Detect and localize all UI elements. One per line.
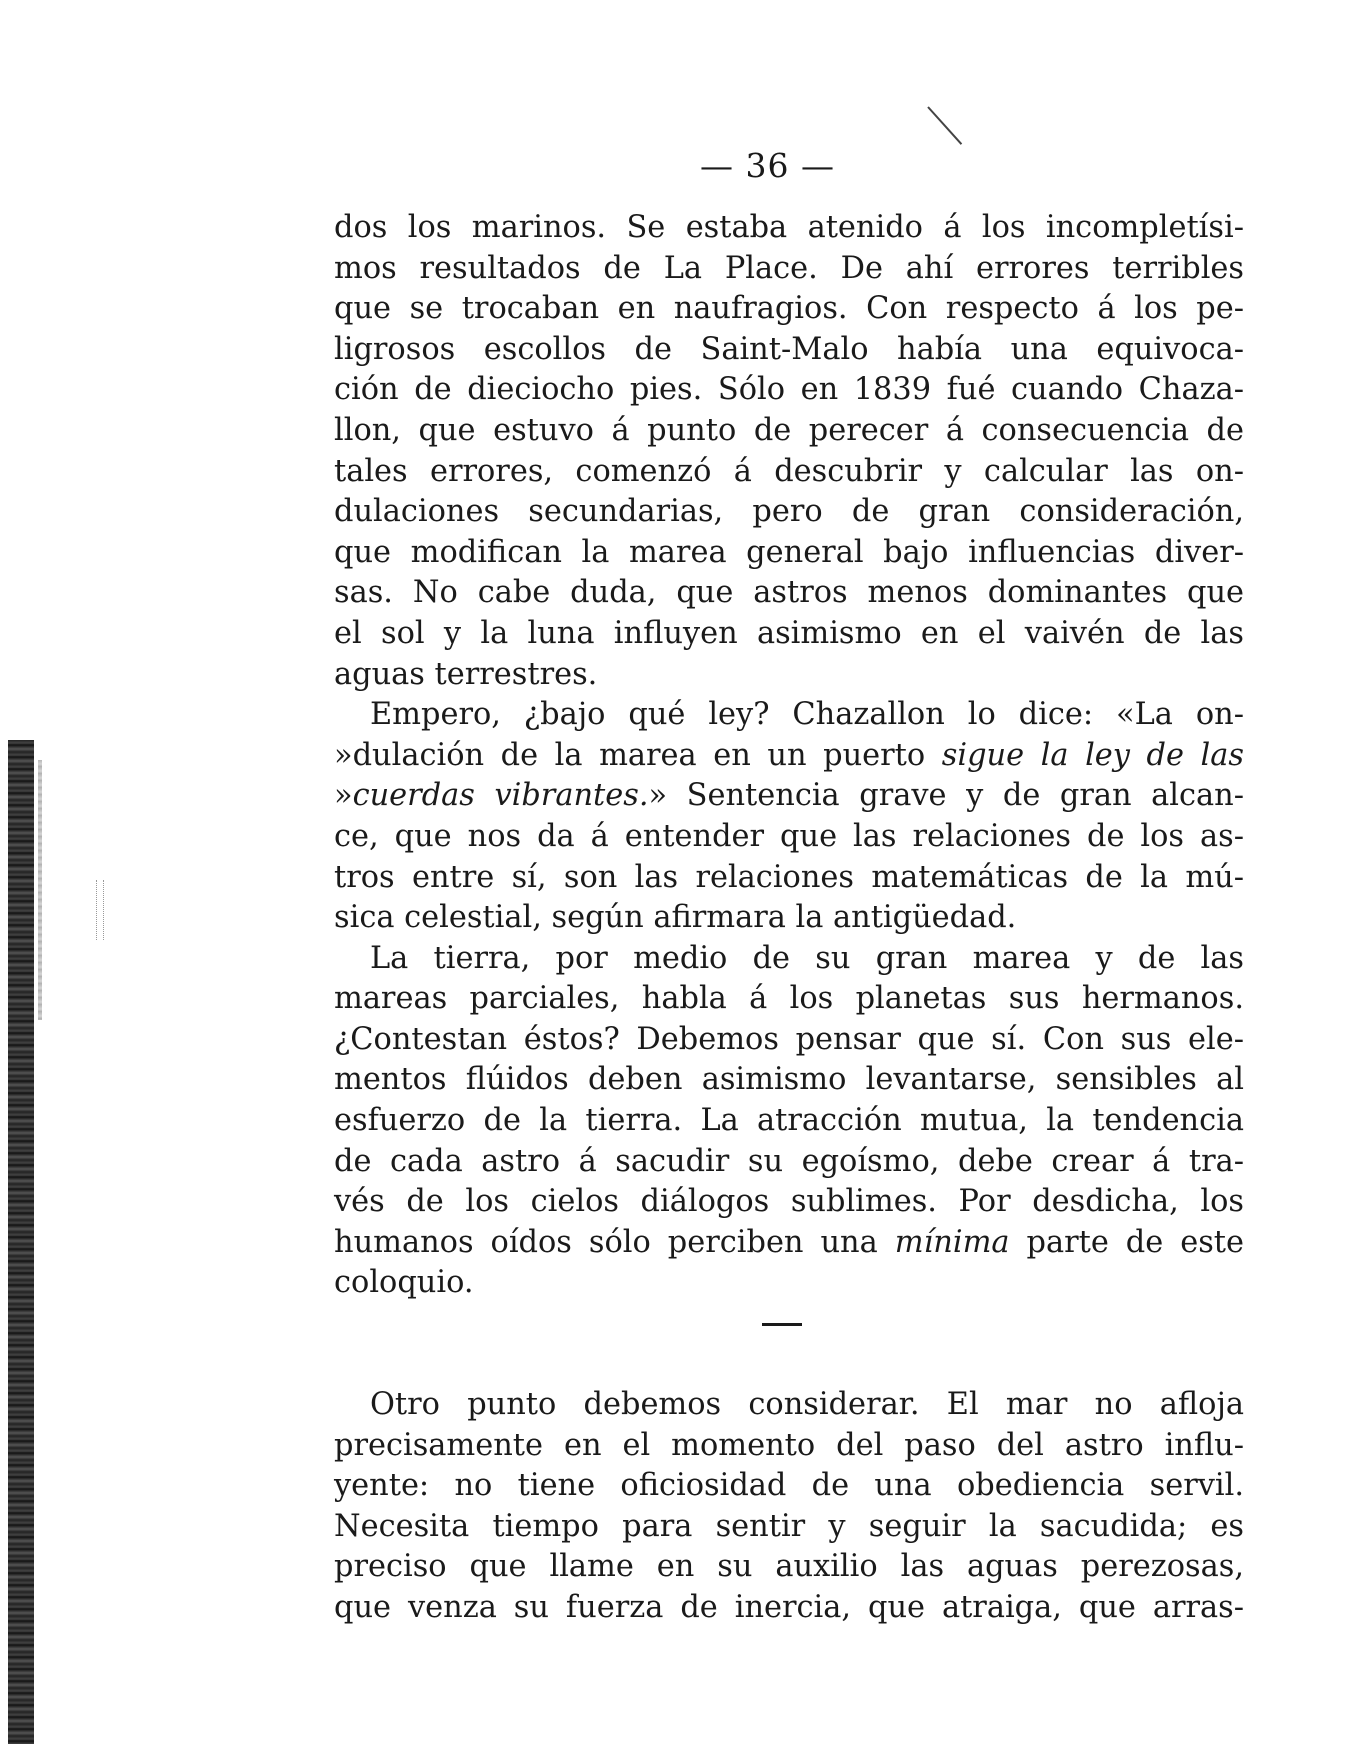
- text-run: humanos oídos sólo perciben una: [334, 1224, 895, 1260]
- text-line: ce, que nos da á entender que las relaciones de los as-: [334, 818, 1244, 854]
- scan-shadow: [38, 760, 42, 1020]
- italic-word: mínima: [894, 1224, 1010, 1260]
- paragraph-2: [334, 695, 1244, 939]
- text-run: parte de este: [1009, 1224, 1245, 1260]
- text-line: que se trocaban en naufragios. Con respecto á los pe-: [334, 291, 1244, 327]
- text-line: ¿Contestan éstos? Debemos pensar que sí. Con sus ele-: [334, 1021, 1244, 1057]
- text-line: ción de dieciocho pies. Sólo en 1839 fué cuando Chaza-: [334, 372, 1244, 408]
- scan-artifact: [96, 880, 104, 940]
- text-line: el sol y la luna influyen asimismo en el vaivén de las: [334, 615, 1244, 651]
- text-run: »: [334, 778, 353, 814]
- text-run: » Sentencia grave y de gran alcan-: [648, 778, 1244, 814]
- paragraph-3: [334, 939, 1244, 1304]
- page-body: [334, 208, 1244, 1304]
- text-line: dulaciones secundarias, pero de gran consideración,: [334, 494, 1244, 530]
- text-line: sas. No cabe duda, que astros menos dominantes que: [334, 575, 1244, 611]
- italic-quote: cuerdas vibrantes.: [352, 778, 649, 814]
- text-line: esfuerzo de la tierra. La atracción mutua, la tendencia: [334, 1103, 1244, 1139]
- text-line: sica celestial, según afirmara la antigüedad.: [334, 900, 1017, 936]
- text-line: vés de los cielos diálogos sublimes. Por desdicha, los: [334, 1184, 1244, 1220]
- text-line: mentos flúidos deben asimismo levantarse, sensibles al: [334, 1062, 1244, 1098]
- text-line: [334, 1223, 1244, 1264]
- text-line: ligrosos escollos de Saint-Malo había una equivoca-: [334, 331, 1244, 367]
- text-line: que venza su fuerza de inercia, que atraiga, que arras-: [334, 1589, 1244, 1625]
- text-line: coloquio.: [334, 1265, 474, 1301]
- text-line: que modifican la marea general bajo influencias diver-: [334, 534, 1244, 570]
- text-line: Empero, ¿bajo qué ley? Chazallon lo dice: «La on-: [370, 697, 1244, 733]
- section-separator: [762, 1323, 802, 1326]
- text-line: de cada astro á sacudir su egoísmo, debe crear á tra-: [334, 1143, 1244, 1179]
- text-run: »dulación de la marea en un puerto: [334, 737, 942, 773]
- text-line: precisamente en el momento del paso del astro influ-: [334, 1427, 1244, 1463]
- text-line: La tierra, por medio de su gran marea y de las: [370, 940, 1244, 976]
- italic-quote: sigue la ley de las: [941, 737, 1244, 773]
- page-number-header: — 36 —: [700, 146, 835, 185]
- text-line: yente: no tiene oficiosidad de una obediencia servil.: [334, 1468, 1244, 1504]
- text-line: mareas parciales, habla á los planetas sus hermanos.: [334, 981, 1244, 1017]
- text-line: [334, 776, 1244, 817]
- scan-binding-edge: [8, 740, 34, 1744]
- text-line: Otro punto debemos considerar. El mar no afloja: [370, 1387, 1244, 1422]
- text-line: aguas terrestres.: [334, 656, 598, 692]
- text-line: Necesita tiempo para sentir y seguir la sacudida; es: [334, 1508, 1244, 1544]
- text-line: tales errores, comenzó á descubrir y calcular las on-: [334, 453, 1244, 489]
- paragraph-4: [334, 1385, 1244, 1629]
- text-line: preciso que llame en su auxilio las aguas perezosas,: [334, 1549, 1244, 1585]
- text-line: [334, 736, 1244, 777]
- page-body-continued: [334, 1385, 1244, 1629]
- stray-pen-mark: [927, 106, 962, 144]
- paragraph-1: [334, 208, 1244, 695]
- text-line: llon, que estuvo á punto de perecer á consecuencia de: [334, 412, 1244, 448]
- text-line: mos resultados de La Place. De ahí errores terribles: [334, 250, 1244, 286]
- text-line: tros entre sí, son las relaciones matemáticas de la mú-: [334, 859, 1244, 895]
- text-line: dos los marinos. Se estaba atenido á los incompletísi-: [334, 210, 1244, 245]
